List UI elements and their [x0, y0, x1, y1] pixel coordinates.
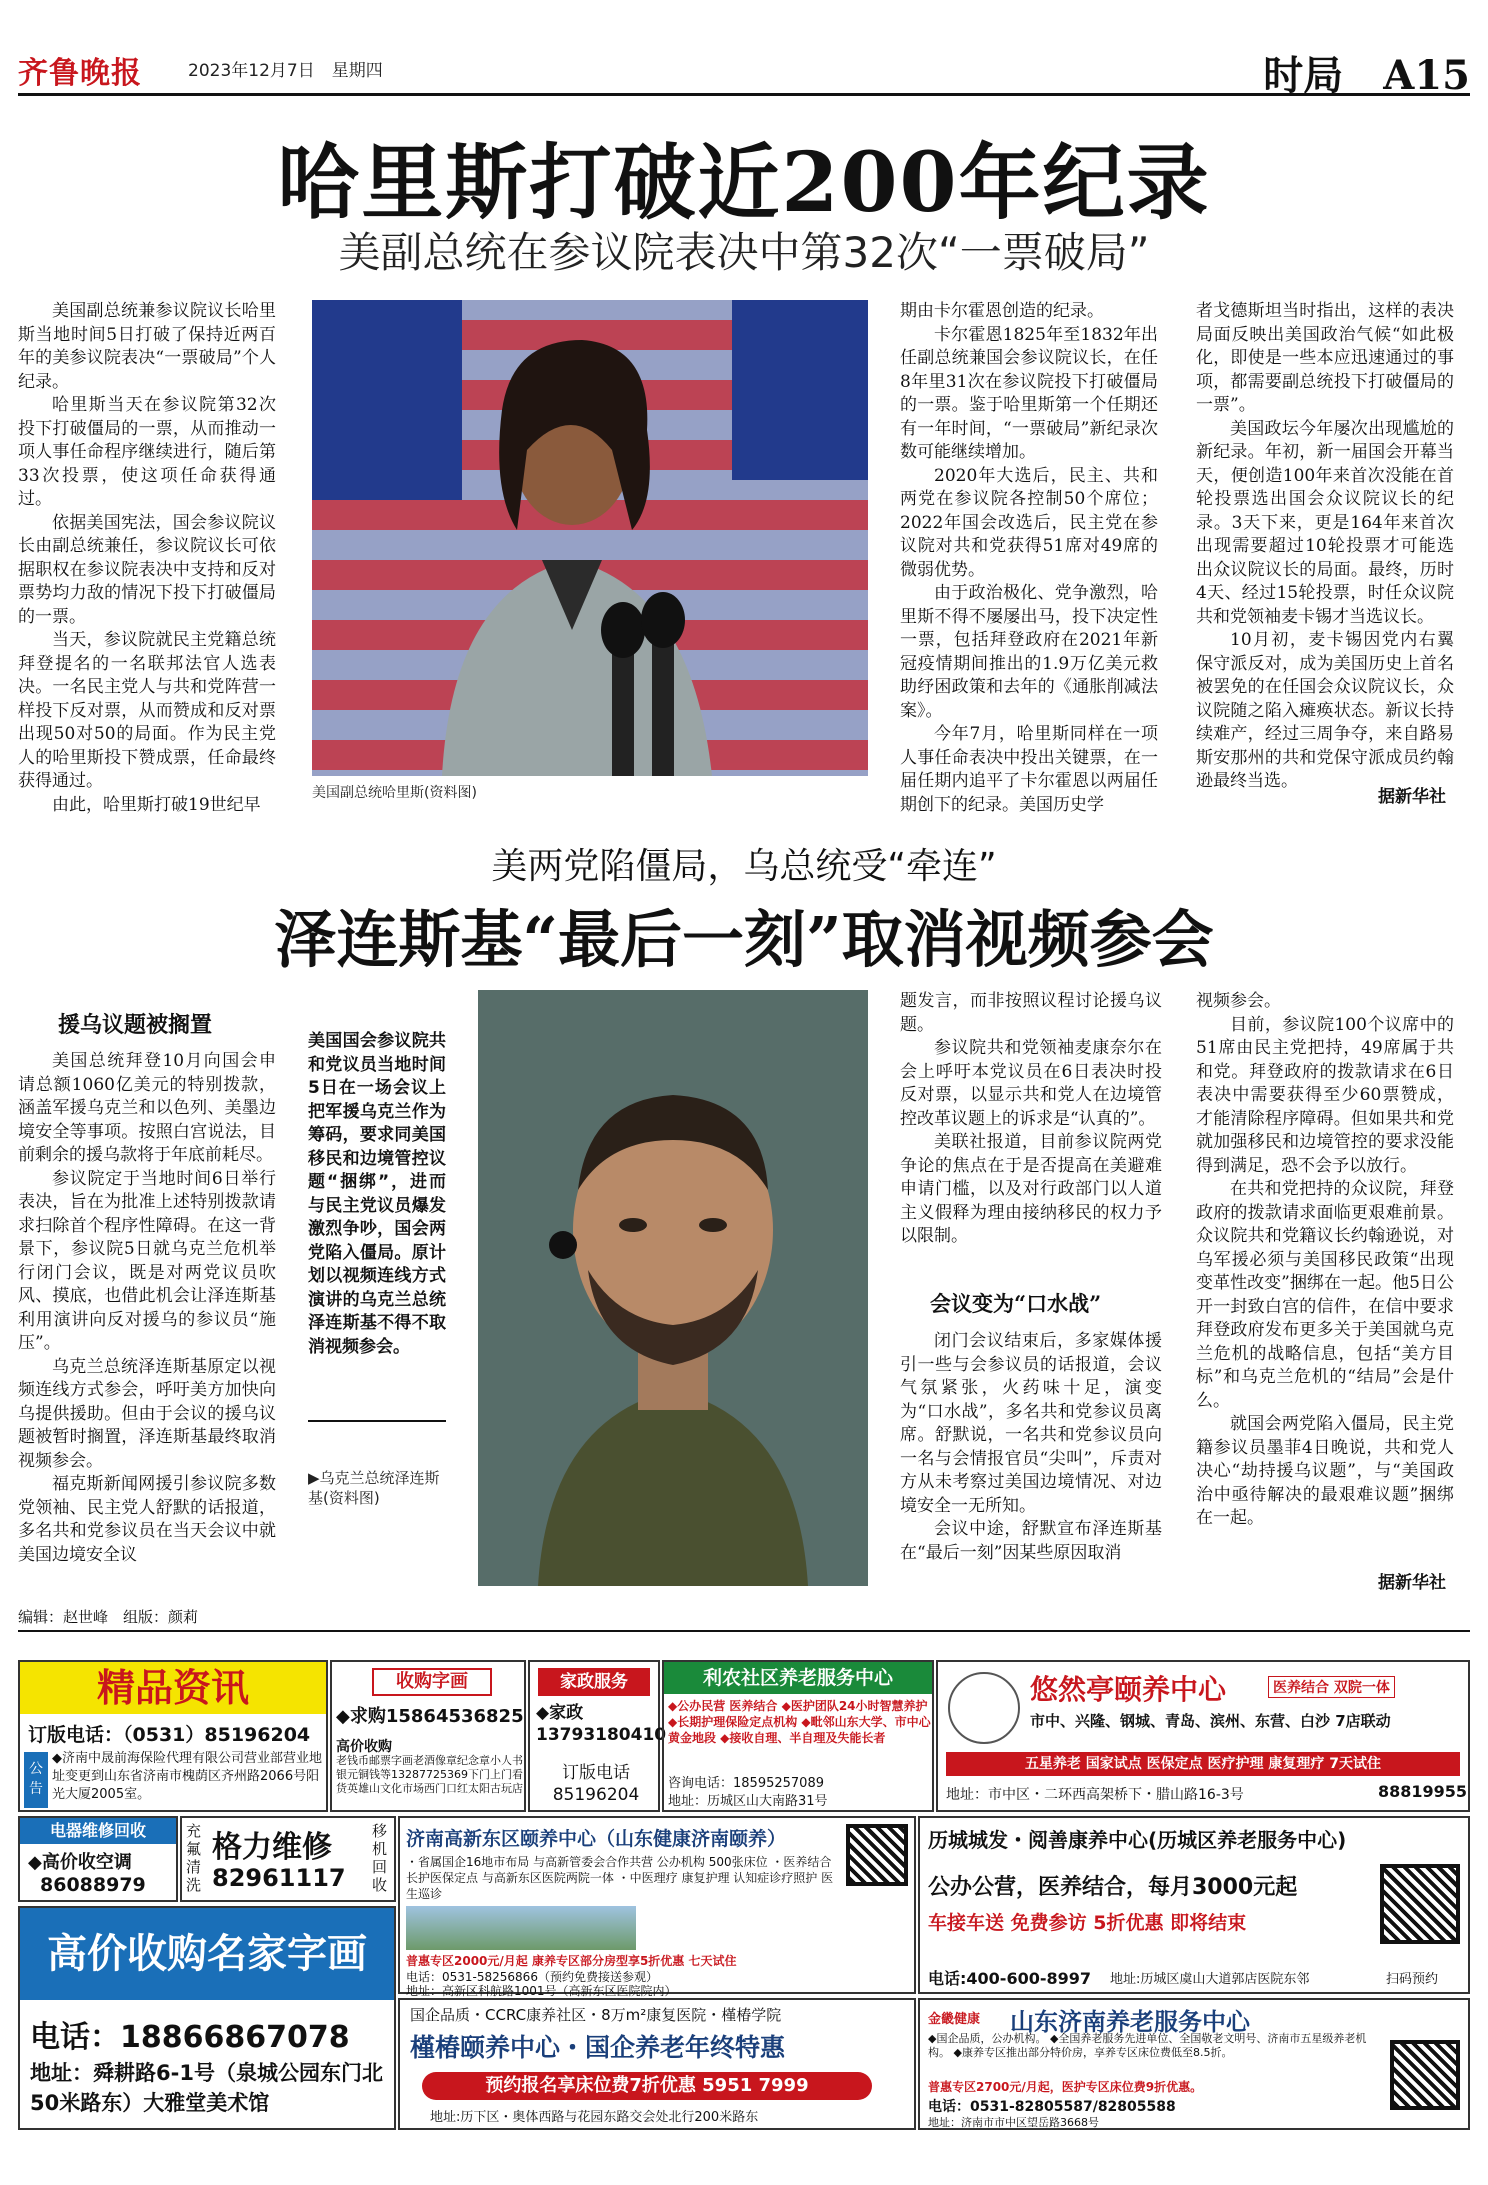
ad-geli-right: 移机回收	[372, 1822, 388, 1894]
ad-gaoxin-price: 普惠专区2000元/月起 康养专区部分房型享5折优惠 七天试住	[406, 1954, 737, 1968]
ad-jinchun-promo: 预约报名享床位费7折优惠 5951 7999	[422, 2072, 872, 2100]
ad-yueshan-line1: 公办公营，医养结合，每月3000元起	[928, 1875, 1298, 1900]
ad-youranting-title: 悠然亭颐养中心	[1030, 1673, 1227, 1706]
ad-jinchun-top: 国企品质・CCRC康养社区・8万m²康复医院・槿椿学院	[410, 2006, 782, 2024]
paragraph: 由于政治极化、党争激烈，哈里斯不得不屡屡出马，投下决定性一票，包括拜登政府在2021年新冠疫情期间推出的1.9万亿美元救助纾困政策和去年的《通胀削减法案》。	[900, 583, 1158, 721]
ad-gaoxin-title: 济南高新东区颐养中心（山东健康济南颐养）	[406, 1828, 787, 1850]
paragraph: 参议院定于当地时间6日举行表决，旨在为批准上述特别拨款请求扫除首个程序性障碍。在这一背景下，参议院5日就乌克兰危机举行闭门会议，既是对两党议员吹风、摸底，也借此机会让泽连斯基利用演讲向反对援乌的参议员“施压”。	[18, 1168, 276, 1353]
paragraph: 会议中途，舒默宣布泽连斯基在“最后一刻”因某些原因取消	[900, 1519, 1162, 1563]
ad-zihua-title: 收购字画	[372, 1668, 492, 1696]
ad-zihua	[330, 1660, 526, 1812]
ad-gaoxin-addr: 地址：高新区科航路1001号（高新东区医院院内）	[406, 1984, 677, 1998]
ad-dianqi-phone: 86088979	[40, 1874, 146, 1896]
pullquote-rule	[308, 1420, 446, 1422]
ad-yueshan-qr-label: 扫码预约	[1386, 1972, 1439, 1987]
article2-source: 据新华社	[1378, 1573, 1446, 1593]
paragraph: 2020年大选后，民主、共和两党在参议院各控制50个席位；2022年国会改选后，民主党在参议院对共和党获得51席对49席的微弱优势。	[900, 465, 1158, 580]
ad-dianqi-text: ◆高价收空调	[28, 1852, 132, 1873]
paragraph: 福克斯新闻网援引参议院多数党领袖、民主党人舒默的话报道，多名共和党参议员在当天会议中就美国边境安全议	[18, 1474, 276, 1565]
building-photo	[406, 1906, 636, 1950]
paragraph: 10月初，麦卡锡因党内右翼保守派反对，成为美国历史上首名被罢免的在任国会众议院议长，众议院随之陷入瘫痪状态。新议长持续难产，经过三周争夺，来自路易斯安那州的共和党保守派成员约翰逊最终当选。	[1196, 630, 1454, 791]
article2-pullquote: 美国国会参议院共和党议员当地时间5日在一场会议上把军援乌克兰作为筹码，要求同美国移民和边境管控议题“捆绑”，进而与民主党议员爆发激烈争吵，国会两党陷入僵局。原计划以视频连线方式演讲的乌克兰总统泽连斯基不得不取消视频参会。	[308, 1031, 446, 1357]
ad-dianqi	[18, 1816, 178, 1902]
harris-photo-caption: 美国副总统哈里斯(资料图)	[312, 785, 477, 801]
ad-jingpin-text: ◆济南中晟前海保险代理有限公司营业部营业地址变更到山东省济南市槐荫区齐州路2066号阳光大厦2005室。	[52, 1751, 322, 1802]
ad-gaoxin	[398, 1816, 916, 1998]
article1-column-2	[900, 300, 1158, 815]
paragraph: 乌克兰总统泽连斯基原定以视频连线方式参会，呼吁美方加快向乌提供援助。但由于会议的援乌议题被暂时搁置，泽连斯基最终取消视频参会。	[18, 1356, 276, 1471]
ad-jinji-addr: 地址：济南市市中区望岳路3668号	[928, 2116, 1099, 2129]
article2-column-1	[18, 1050, 276, 1592]
ad-jinji-brand: 金畿健康	[928, 2012, 981, 2027]
ad-zihua-text: 老钱币邮票字画老酒像章纪念章小人书银元铜钱等13287725369下门上门看货英雄山文化市场西门口红太阳古玩店	[336, 1754, 523, 1795]
ad-shouguo	[18, 1906, 396, 2130]
qr-code-icon	[846, 1824, 908, 1886]
paragraph: 美国副总统兼参议院议长哈里斯当地时间5日打破了保持近两百年的美参议院表决“一票破局”个人纪录。	[18, 301, 276, 392]
section-label: 时局 A15	[1263, 52, 1470, 99]
ad-jingpin-tag: 公告	[24, 1752, 48, 1808]
paragraph: 闭门会议结束后，多家媒体援引一些与会参议员的话报道，会议气氛紧张，火药味十足，演变为“口水战”，多名共和党参议员离席。舒默说，一名共和党参议员向一名与会情报官员“尖叫”，斥责对方从未考察过美国边境情况、对边境安全一无所知。	[900, 1331, 1162, 1516]
article1-column-3	[1196, 300, 1454, 791]
article2-headline: 泽连斯基“最后一刻”取消视频参会	[274, 903, 1214, 976]
ad-youranting-addr: 地址：市中区・二环西高架桥下・腊山路16-3号	[946, 1787, 1244, 1803]
paragraph: 参议院共和党领袖麦康奈尔在会上呼吁本党议员在6日表决时投反对票，以显示共和党人在边境管控改革议题上的诉求是“认真的”。	[900, 1038, 1162, 1129]
ad-youranting	[936, 1660, 1470, 1812]
paragraph: 当天，参议院就民主党籍总统拜登提名的一名联邦法官人选表决。一名民主党人与共和党阵营一样投下反对票，从而赞成和反对票出现50对50的局面。作为民主党人的哈里斯投下赞成票，任命最终获得通过。	[18, 630, 276, 791]
harris-photo	[312, 300, 868, 776]
ad-jinchun	[398, 1998, 916, 2130]
ad-jingpin-phone: 订版电话：（0531）85196204	[28, 1724, 311, 1746]
youranting-logo-icon	[948, 1672, 1020, 1744]
ad-yueshan-line2: 车接车送 免费参访 5折优惠 即将结束	[928, 1912, 1247, 1934]
qr-code-icon	[1390, 2040, 1460, 2110]
zelensky-photo	[478, 990, 868, 1586]
paragraph: 题发言，而非按照议程讨论援乌议题。	[900, 991, 1162, 1035]
ad-jinji-lines: ◆国企品质，公办机构。 ◆全国养老服务先进单位、全国敬老文明号、济南市五星级养老机构。 ◆康养专区推出部分特价房，享养专区床位费低至8.5折。	[928, 2032, 1367, 2059]
ad-geli-phone: 82961117	[212, 1864, 346, 1892]
article2-subhead-2: 会议变为“口水战”	[930, 1291, 1102, 1316]
ad-youranting-features: 五星养老 国家试点 医保定点 医疗护理 康复理疗 7天试住	[946, 1752, 1460, 1776]
paragraph: 哈里斯当天在参议院第32次投下打破僵局的一票，从而推动一项人事任命程序继续进行，随后第33次投票，使这项任命获得通过。	[18, 395, 276, 509]
ad-zihua-phone: ◆求购15864536825	[336, 1706, 524, 1727]
paragraph: 者戈德斯坦当时指出，这样的表决局面反映出美国政治气候“如此极化，即使是一些本应迅速通过的事项，都需要副总统投下打破僵局的一票”。	[1196, 301, 1454, 415]
ad-yueshan-phone: 电话:400-600-8997	[928, 1969, 1092, 1988]
ad-gaoxin-lines: ・省属国企16地市布局 与高新管委会合作共营 公办机构 500张床位 ・医养结合 长护医保定点 与高新东区医院两院一体 ・中医理疗 康复护理 认知症诊疗照护 医生巡诊	[406, 1855, 834, 1901]
article1-subhead: 美副总统在参议院表决中第32次“一票破局”	[338, 228, 1150, 277]
ad-jingpin	[18, 1660, 328, 1812]
ad-jingpin-title: 精品资讯	[20, 1662, 326, 1714]
ad-yueshan-addr: 地址:历城区虞山大道郭店医院东邻	[1110, 1972, 1310, 1987]
ad-yueshan-title: 历城城发・阅善康养中心(历城区养老服务中心)	[928, 1828, 1347, 1852]
ad-jiazheng	[528, 1660, 667, 1812]
paragraph: 美国政坛今年屡次出现尴尬的新纪录。年初，新一届国会开幕当天，便创造100年来首次没能在首轮投票选出国会众议院议长的纪录。3天下来，更是164年来首次出现需要超过10轮投票才可能选出众议院议长的局面。最终，历时4天、经过15轮投票，时任众议院共和党领袖麦卡锡才当选议长。	[1196, 418, 1454, 627]
ad-jinchun-addr: 地址:历下区・奥体西路与花园东路交会处北行200米路东	[430, 2110, 759, 2125]
ad-yueshan	[918, 1816, 1470, 1994]
article2-column-2	[900, 990, 1162, 1278]
ad-jinji-phone: 电话：0531-82805587/82805588	[928, 2099, 1176, 2115]
paragraph: 期由卡尔霍恩创造的纪录。	[900, 301, 1104, 321]
ad-linong	[662, 1660, 934, 1812]
newspaper-logo: 齐鲁晚报	[18, 56, 142, 91]
ad-youranting-cities: 市中、兴隆、钢城、青岛、滨州、东营、白沙 7店联动	[1030, 1712, 1391, 1730]
paragraph: 由此，哈里斯打破19世纪早	[52, 794, 261, 815]
ad-linong-addr: 地址：历城区山大南路31号	[668, 1794, 828, 1809]
paragraph: 美国总统拜登10月向国会申请总额1060亿美元的特别拨款，涵盖军援乌克兰和以色列、美墨边境安全等事项。按照白宫说法，目前剩余的援乌款将于年底前耗尽。	[18, 1051, 276, 1165]
article2-column-3	[1196, 990, 1454, 1562]
qr-code-icon	[1380, 1864, 1460, 1944]
ad-linong-title: 利农社区养老服务中心	[664, 1662, 932, 1694]
ad-geli-left: 充氟清洗	[186, 1822, 202, 1894]
ad-jinji-title: 山东济南养老服务中心	[1010, 2008, 1250, 2036]
ad-jiazheng-phone: 订版电话85196204	[552, 1763, 640, 1805]
article2-subhead-1: 援乌议题被搁置	[58, 1012, 213, 1038]
ad-shouguo-title: 高价收购名家字画	[20, 1908, 394, 2000]
ad-shouguo-phone: 电话：18866867078	[30, 2020, 350, 2055]
editor-credit: 编辑：赵世峰 组版：颜莉	[18, 1608, 199, 1626]
paragraph: 就国会两党陷入僵局，民主党籍参议员墨菲4日晚说，共和党人决心“劫持援乌议题”，与“美国政治中亟待解决的最艰难议题”捆绑在一起。	[1196, 1414, 1454, 1528]
ad-dianqi-title: 电器维修回收	[20, 1818, 176, 1844]
paragraph: 在共和党把持的众议院，拜登政府的拨款请求面临更艰难前景。众议院共和党籍议长约翰逊说，对乌军援必须与美国移民政策“出现变革性改变”捆绑在一起。他5日公开一封致白宫的信件，在信中要求拜登政府发布更多关于美国就乌克兰危机的战略信息，包括“美方目标”和乌克兰危机的“结局”会是什么。	[1196, 1179, 1454, 1411]
ad-youranting-tag: 医养结合 双院一体	[1268, 1676, 1395, 1698]
paragraph: 视频参会。	[1196, 991, 1281, 1011]
ad-shouguo-addr: 地址：舜耕路6-1号（泉城公园东门北50米路东）大雅堂美术馆	[30, 2061, 383, 2115]
article2-kicker: 美两党陷僵局，乌总统受“牵连”	[491, 846, 997, 887]
article2-column-2b	[900, 1330, 1162, 1592]
article1-column-1	[18, 300, 276, 815]
ad-jinji-price: 普惠专区2700元/月起，医护专区床位费9折优惠。	[928, 2080, 1203, 2094]
ad-jiazheng-title: 家政服务	[538, 1668, 650, 1696]
ad-gaoxin-phone: 电话：0531-58256866（预约免费接送参观）	[406, 1970, 658, 1984]
article1-headline: 哈里斯打破近200年纪录	[277, 135, 1211, 231]
paragraph: 目前，参议院100个议席中的51席由民主党把持，49席属于共和党。拜登政府的拨款请求在6日表决中需要获得至少60票赞成，才能清除程序障碍。但如果共和党就加强移民和边境管控的要求没能得到满足，恐不会予以放行。	[1196, 1014, 1454, 1176]
ad-jinchun-title: 槿椿颐养中心・国企养老年终特惠	[410, 2033, 786, 2062]
ad-youranting-phone: 88819955	[1378, 1782, 1468, 1801]
article1-source: 据新华社	[1378, 787, 1446, 807]
ad-linong-tags: ◆公办民营 医养结合 ◆医护团队24小时智慧养护 ◆长期护理保险定点机构 ◆毗邻山东大学、市中心黄金地段 ◆接收自理、半自理及失能长者	[668, 1699, 931, 1745]
ad-jiazheng-text: ◆家政13793180410	[536, 1703, 667, 1745]
zelensky-photo-caption: ▶乌克兰总统泽连斯基(资料图)	[308, 1469, 440, 1507]
paragraph: 卡尔霍恩1825年至1832年出任副总统兼国会参议院议长，在任8年里31次在参议院投下打破僵局的一票。鉴于哈里斯第一个任期还有一年时间，“一票破局”新纪录次数可能继续增加。	[900, 324, 1158, 462]
ad-geli-title: 格力维修	[212, 1830, 332, 1865]
issue-date: 2023年12月7日 星期四	[188, 61, 383, 81]
masthead	[18, 44, 1470, 99]
ad-separator	[18, 1630, 1470, 1632]
paragraph: 依据美国宪法，国会参议院议长由副总统兼任，参议院议长可依据职权在参议院表决中支持和反对票势均力敌的情况下投下打破僵局的一票。	[18, 512, 276, 627]
paragraph: 今年7月，哈里斯同样在一项人事任命表决中投出关键票，在一届任期内追平了卡尔霍恩以两届任期创下的纪录。美国历史学	[900, 724, 1158, 815]
ad-jinji	[918, 1998, 1470, 2130]
paragraph: 美联社报道，目前参议院两党争论的焦点在于是否提高在美避难申请门槛，以及对行政部门以人道主义假释为理由接纳移民的权力予以限制。	[900, 1132, 1162, 1246]
ad-geli	[180, 1816, 396, 1902]
ad-linong-phone: 咨询电话：18595257089	[668, 1776, 824, 1791]
ad-zihua-sub: 高价收购	[336, 1739, 392, 1755]
